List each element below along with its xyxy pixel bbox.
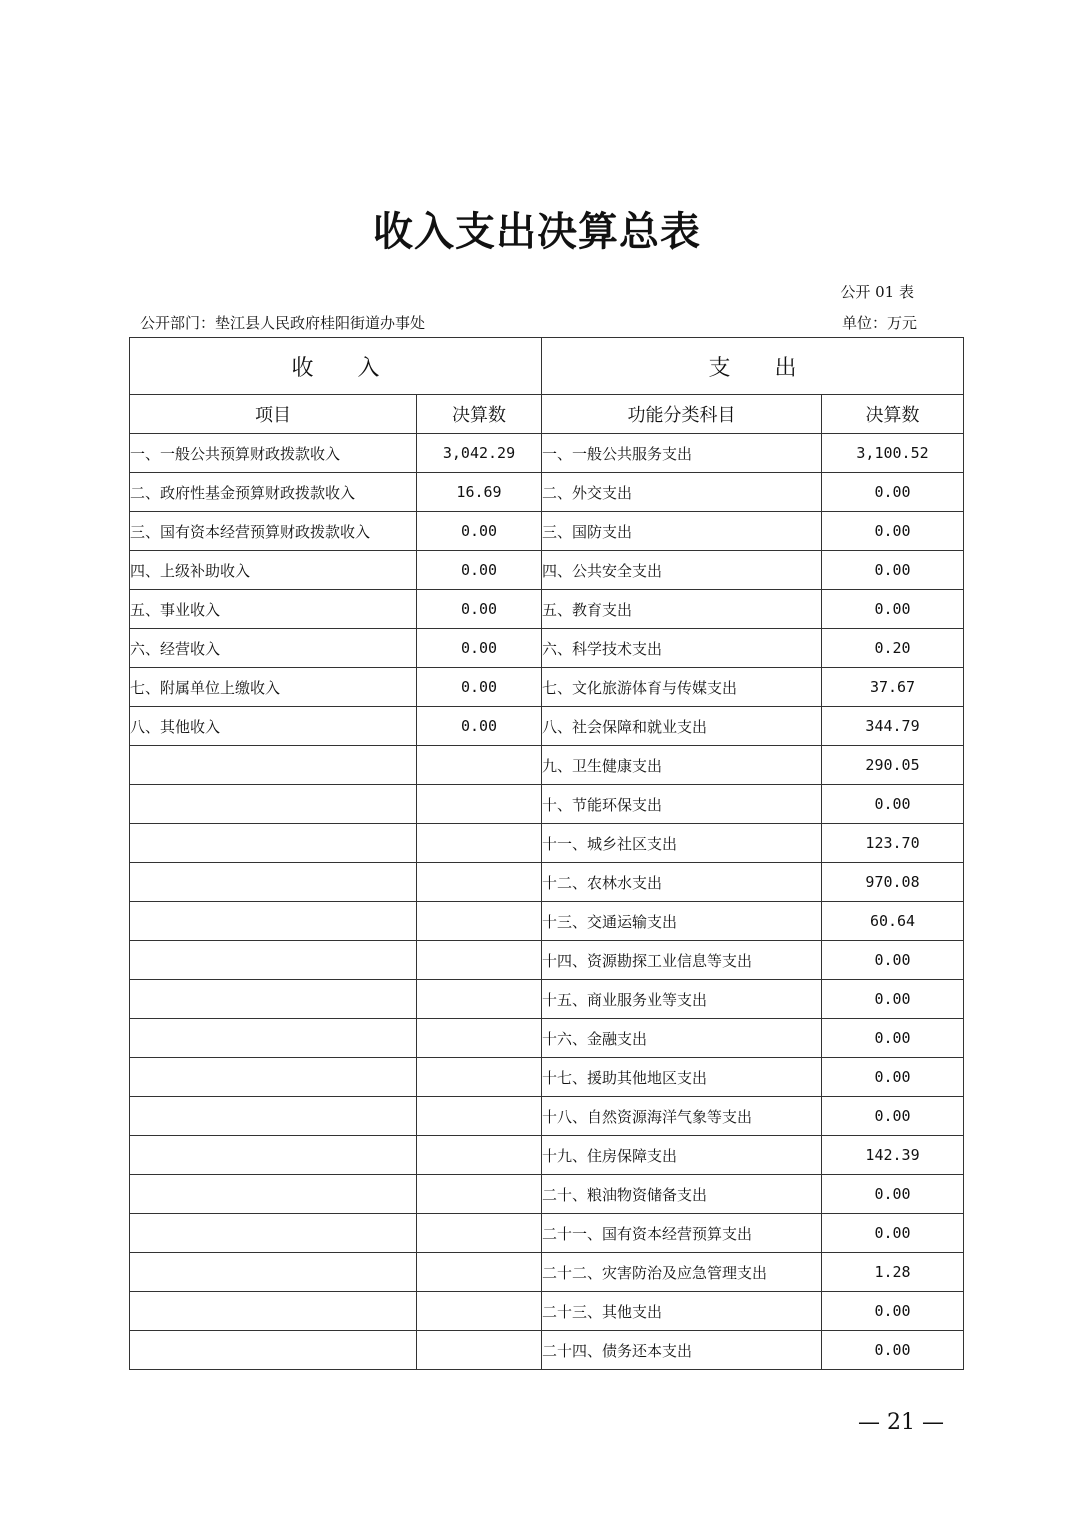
table-row	[130, 902, 964, 941]
table-row	[130, 434, 964, 473]
expense-amount-cell: 0.00	[822, 785, 964, 824]
income-expense-table	[129, 337, 964, 1370]
expense-item-cell: 十八、自然资源海洋气象等支出	[542, 1097, 822, 1136]
income-amount-cell	[417, 941, 542, 980]
expense-amount-cell: 970.08	[822, 863, 964, 902]
expense-amount-cell: 3,100.52	[822, 434, 964, 473]
income-item-cell	[130, 902, 417, 941]
income-amount-cell	[417, 824, 542, 863]
header-amount: 决算数	[417, 395, 542, 434]
expense-item-cell: 二十三、其他支出	[542, 1292, 822, 1331]
expense-item-cell: 十三、交通运输支出	[542, 902, 822, 941]
income-item-cell: 三、国有资本经营预算财政拨款收入	[130, 512, 417, 551]
income-item-cell	[130, 863, 417, 902]
expense-amount-cell: 0.00	[822, 1058, 964, 1097]
table-row	[130, 1214, 964, 1253]
expense-amount-cell: 0.00	[822, 590, 964, 629]
table-row	[130, 941, 964, 980]
income-amount-cell	[417, 1253, 542, 1292]
expense-item-cell: 二十四、债务还本支出	[542, 1331, 822, 1370]
income-amount-cell	[417, 1136, 542, 1175]
table-row	[130, 1331, 964, 1370]
expense-amount-cell: 0.00	[822, 512, 964, 551]
table-row	[130, 590, 964, 629]
table-row	[130, 551, 964, 590]
income-item-cell	[130, 941, 417, 980]
header-func-category: 功能分类科目	[542, 395, 822, 434]
expense-amount-cell: 0.00	[822, 1331, 964, 1370]
income-amount-cell	[417, 1331, 542, 1370]
expense-item-cell: 五、教育支出	[542, 590, 822, 629]
expense-item-cell: 十二、农林水支出	[542, 863, 822, 902]
table-row	[130, 1136, 964, 1175]
income-item-cell: 一、一般公共预算财政拨款收入	[130, 434, 417, 473]
table-row	[130, 785, 964, 824]
expense-item-cell: 八、社会保障和就业支出	[542, 707, 822, 746]
expense-amount-cell: 0.00	[822, 1175, 964, 1214]
income-amount-cell	[417, 1058, 542, 1097]
income-amount-cell	[417, 785, 542, 824]
income-amount-cell: 0.00	[417, 629, 542, 668]
expense-item-cell: 六、科学技术支出	[542, 629, 822, 668]
table-row	[130, 668, 964, 707]
expense-amount-cell: 344.79	[822, 707, 964, 746]
income-amount-cell	[417, 902, 542, 941]
table-row	[130, 473, 964, 512]
income-amount-cell: 0.00	[417, 512, 542, 551]
expense-item-cell: 一、一般公共服务支出	[542, 434, 822, 473]
income-item-cell	[130, 1175, 417, 1214]
department-label: 公开部门：垫江县人民政府桂阳街道办事处	[140, 314, 426, 332]
expense-amount-cell: 0.00	[822, 1292, 964, 1331]
income-amount-cell	[417, 980, 542, 1019]
expense-item-cell: 十六、金融支出	[542, 1019, 822, 1058]
income-item-cell	[130, 785, 417, 824]
income-item-cell	[130, 1058, 417, 1097]
expense-item-cell: 三、国防支出	[542, 512, 822, 551]
income-amount-cell: 0.00	[417, 707, 542, 746]
section-income: 收 入	[130, 338, 542, 395]
income-amount-cell	[417, 1019, 542, 1058]
income-item-cell	[130, 1136, 417, 1175]
table-row	[130, 1019, 964, 1058]
income-item-cell: 八、其他收入	[130, 707, 417, 746]
income-item-cell	[130, 980, 417, 1019]
table-row	[130, 1253, 964, 1292]
income-amount-cell: 0.00	[417, 590, 542, 629]
income-item-cell	[130, 1097, 417, 1136]
expense-amount-cell: 0.20	[822, 629, 964, 668]
table-row	[130, 1058, 964, 1097]
expense-amount-cell: 142.39	[822, 1136, 964, 1175]
form-number: 公开 01 表	[840, 283, 914, 301]
income-amount-cell: 0.00	[417, 551, 542, 590]
income-item-cell	[130, 1292, 417, 1331]
income-item-cell: 六、经营收入	[130, 629, 417, 668]
expense-amount-cell: 0.00	[822, 1019, 964, 1058]
expense-item-cell: 二十、粮油物资储备支出	[542, 1175, 822, 1214]
table-row	[130, 824, 964, 863]
section-header-row	[130, 338, 964, 395]
income-item-cell	[130, 1253, 417, 1292]
expense-item-cell: 十一、城乡社区支出	[542, 824, 822, 863]
header-item: 项目	[130, 395, 417, 434]
income-item-cell: 四、上级补助收入	[130, 551, 417, 590]
expense-item-cell: 十四、资源勘探工业信息等支出	[542, 941, 822, 980]
expense-amount-cell: 123.70	[822, 824, 964, 863]
expense-item-cell: 七、文化旅游体育与传媒支出	[542, 668, 822, 707]
expense-item-cell: 二十一、国有资本经营预算支出	[542, 1214, 822, 1253]
unit-label: 单位：万元	[841, 314, 917, 332]
income-amount-cell	[417, 1214, 542, 1253]
income-amount-cell: 0.00	[417, 668, 542, 707]
page-title: 收入支出决算总表	[373, 208, 701, 255]
expense-item-cell: 二十二、灾害防治及应急管理支出	[542, 1253, 822, 1292]
table-row	[130, 980, 964, 1019]
expense-item-cell: 二、外交支出	[542, 473, 822, 512]
income-item-cell: 二、政府性基金预算财政拨款收入	[130, 473, 417, 512]
table-row	[130, 863, 964, 902]
expense-amount-cell: 0.00	[822, 1214, 964, 1253]
expense-amount-cell: 60.64	[822, 902, 964, 941]
expense-amount-cell: 290.05	[822, 746, 964, 785]
page-number: — 21 —	[858, 1410, 944, 1435]
expense-amount-cell: 0.00	[822, 980, 964, 1019]
table-row	[130, 1175, 964, 1214]
income-amount-cell	[417, 1175, 542, 1214]
income-amount-cell: 3,042.29	[417, 434, 542, 473]
expense-amount-cell: 0.00	[822, 473, 964, 512]
expense-item-cell: 十七、援助其他地区支出	[542, 1058, 822, 1097]
income-amount-cell: 16.69	[417, 473, 542, 512]
income-item-cell	[130, 746, 417, 785]
table-row	[130, 746, 964, 785]
header-amount2: 决算数	[822, 395, 964, 434]
expense-item-cell: 四、公共安全支出	[542, 551, 822, 590]
table-row	[130, 629, 964, 668]
income-amount-cell	[417, 863, 542, 902]
expense-item-cell: 十九、住房保障支出	[542, 1136, 822, 1175]
expense-item-cell: 十五、商业服务业等支出	[542, 980, 822, 1019]
expense-amount-cell: 37.67	[822, 668, 964, 707]
section-expense: 支 出	[542, 338, 964, 395]
income-amount-cell	[417, 746, 542, 785]
column-header-row	[130, 395, 964, 434]
table-row	[130, 1292, 964, 1331]
expense-amount-cell: 0.00	[822, 941, 964, 980]
table-row	[130, 1097, 964, 1136]
income-item-cell: 五、事业收入	[130, 590, 417, 629]
income-item-cell	[130, 1019, 417, 1058]
income-item-cell	[130, 1331, 417, 1370]
expense-amount-cell: 1.28	[822, 1253, 964, 1292]
expense-amount-cell: 0.00	[822, 551, 964, 590]
income-item-cell: 七、附属单位上缴收入	[130, 668, 417, 707]
expense-amount-cell: 0.00	[822, 1097, 964, 1136]
income-item-cell	[130, 824, 417, 863]
income-item-cell	[130, 1214, 417, 1253]
table-row	[130, 512, 964, 551]
expense-item-cell: 十、节能环保支出	[542, 785, 822, 824]
expense-item-cell: 九、卫生健康支出	[542, 746, 822, 785]
table-row	[130, 707, 964, 746]
income-amount-cell	[417, 1292, 542, 1331]
income-amount-cell	[417, 1097, 542, 1136]
